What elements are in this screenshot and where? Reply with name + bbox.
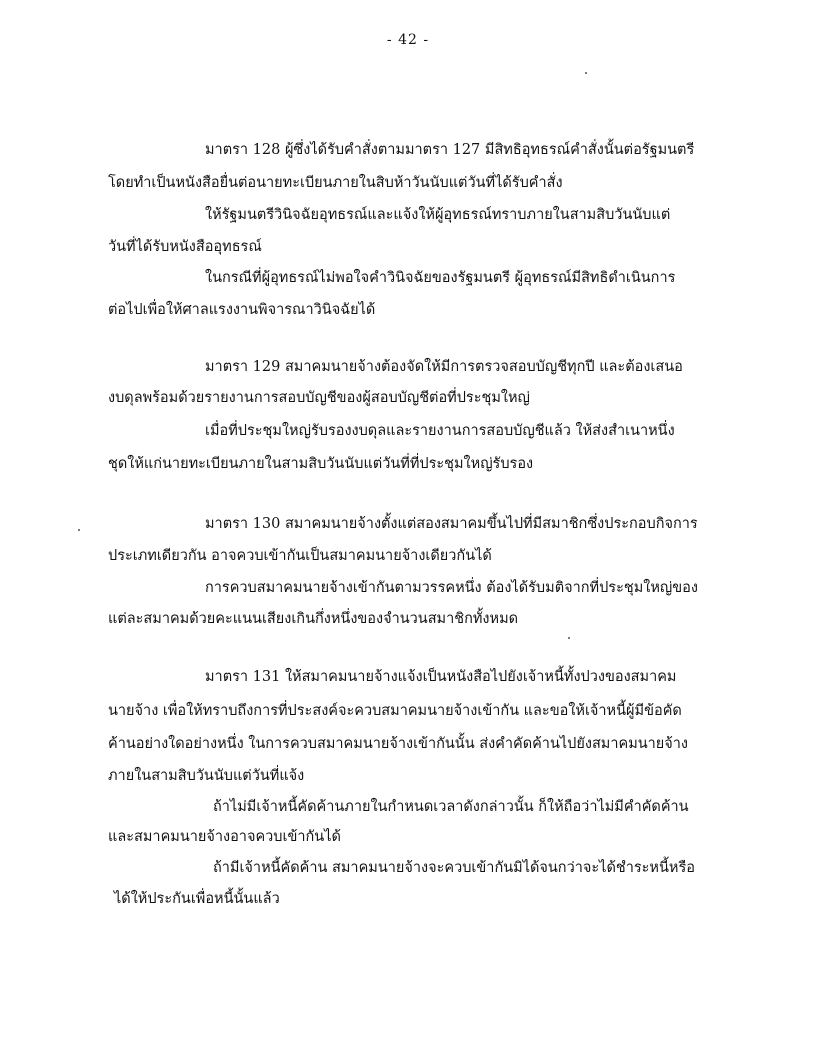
paragraph-line: เมื่อที่ประชุมใหญ่รับรองงบดุลและรายงานการสอบบัญชีแล้ว ให้ส่งสำเนาหนึ่ง [205,423,675,439]
paragraph-line: ให้รัฐมนตรีวินิจฉัยอุทธรณ์และแจ้งให้ผู้อุทธรณ์ทราบภายในสามสิบวันนับแต่ [205,207,671,223]
paragraph-line: โดยทำเป็นหนังสือยื่นต่อนายทะเบียนภายในสิบห้าวันนับแต่วันที่ได้รับคำสั่ง [108,175,563,191]
paragraph-line: มาตรา 130 สมาคมนายจ้างตั้งแต่สองสมาคมขึ้นไปที่มีสมาชิกซึ่งประกอบกิจการ [205,516,698,532]
paragraph-line: ถ้ามีเจ้าหนี้คัดค้าน สมาคมนายจ้างจะควบเข้ากันมิได้จนกว่าจะได้ชำระหนี้หรือ [213,860,695,876]
paragraph-line: และสมาคมนายจ้างอาจควบเข้ากันได้ [108,829,341,845]
paragraph-line: ค้านอย่างใดอย่างหนึ่ง ในการควบสมาคมนายจ้างเข้ากันนั้น ส่งคำคัดค้านไปยังสมาคมนายจ้าง [108,736,689,752]
paragraph-line: ภายในสามสิบวันนับแต่วันที่แจ้ง [108,768,305,784]
paragraph-line: ชุดให้แก่นายทะเบียนภายในสามสิบวันนับแต่วันที่ที่ประชุมใหญ่รับรอง [108,456,534,472]
paragraph-line: ต่อไปเพื่อให้ศาลแรงงานพิจารณาวินิจฉัยได้ [108,302,376,318]
paragraph-line: ในกรณีที่ผู้อุทธรณ์ไม่พอใจคำวินิจฉัยของรัฐมนตรี ผู้อุทธรณ์มีสิทธิดำเนินการ [205,270,676,286]
paragraph-line: การควบสมาคมนายจ้างเข้ากันตามวรรคหนึ่ง ต้องได้รับมติจากที่ประชุมใหญ่ของ [205,580,698,596]
paragraph-line: ประเภทเดียวกัน อาจควบเข้ากันเป็นสมาคมนายจ้างเดียวกันได้ [108,548,492,564]
scan-speck [78,529,80,531]
paragraph-line: วันที่ได้รับหนังสืออุทธรณ์ [108,239,262,255]
paragraph-line: งบดุลพร้อมด้วยรายงานการสอบบัญชีของผู้สอบบัญชีต่อที่ประชุมใหญ่ [108,390,530,406]
paragraph-line: มาตรา 128 ผู้ซึ่งได้รับคำสั่งตามมาตรา 127 มีสิทธิอุทธรณ์คำสั่งนั้นต่อรัฐมนตรี [205,142,695,158]
paragraph-line: ได้ให้ประกันเพื่อหนี้นั้นแล้ว [114,891,280,907]
paragraph-line: นายจ้าง เพื่อให้ทราบถึงการที่ประสงค์จะควบสมาคมนายจ้างเข้ากัน และขอให้เจ้าหนี้ผู้มีข้อคัด [108,703,682,719]
scan-speck [585,72,587,74]
paragraph-line: มาตรา 131 ให้สมาคมนายจ้างแจ้งเป็นหนังสือไปยังเจ้าหนี้ทั้งปวงของสมาคม [205,669,677,685]
page-number: - 42 - [386,32,430,48]
paragraph-line: แต่ละสมาคมด้วยคะแนนเสียงเกินกึ่งหนึ่งของจำนวนสมาชิกทั้งหมด [108,611,519,627]
paragraph-line: ถ้าไม่มีเจ้าหนี้คัดค้านภายในกำหนดเวลาดังกล่าวนั้น ก็ให้ถือว่าไม่มีคำคัดค้าน [213,799,689,815]
paragraph-line: มาตรา 129 สมาคมนายจ้างต้องจัดให้มีการตรวจสอบบัญชีทุกปี และต้องเสนอ [205,359,683,375]
scan-speck [568,637,570,639]
